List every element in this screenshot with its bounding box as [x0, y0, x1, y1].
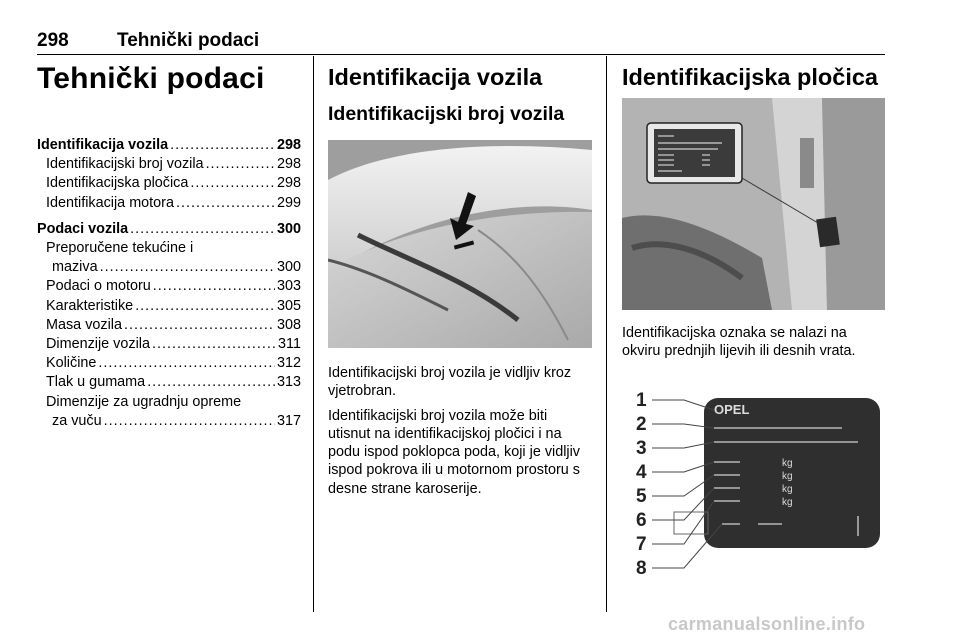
windshield-vin-photo: [328, 140, 592, 348]
toc-entry-line1[interactable]: Dimenzije za ugradnju opreme: [46, 393, 242, 410]
callout-number: 2: [636, 414, 647, 435]
callout-number: 1: [636, 390, 647, 411]
watermark: carmanualsonline.info: [668, 614, 866, 634]
section-title: Identifikacija vozila: [328, 64, 543, 90]
main-title: Tehnički podaci: [37, 62, 265, 95]
toc-entry[interactable]: Podaci o motoru ..... 303: [37, 277, 301, 296]
plate-brand: OPEL: [714, 402, 750, 417]
section-title: Identifikacijska pločica: [622, 64, 878, 90]
table-of-contents: [37, 136, 301, 431]
door-frame-photo: [622, 98, 885, 310]
toc-entry[interactable]: za vuču ..... 317: [37, 412, 301, 431]
toc-entry[interactable]: Količine ..... 312: [37, 354, 301, 373]
plate-unit: kg: [782, 458, 793, 469]
callout-number: 8: [636, 558, 647, 579]
toc-entry[interactable]: Masa vozila ..... 308: [37, 316, 301, 335]
vin-column: [328, 60, 592, 497]
toc-entry[interactable]: Podaci vozila ..... 300: [37, 220, 301, 239]
vin-paragraph-2: Identifikacijski broj vozila može biti utisnut na identifikacijskoj pločici i na podu ispod poklopca poda, koji je vidljiv ispod pokrova ili u motornom prostoru s desne strane karoserije.: [328, 407, 580, 497]
plate-unit: kg: [782, 497, 793, 508]
toc-entry[interactable]: Karakteristike ..... 305: [37, 297, 301, 316]
toc-entry[interactable]: Identifikacija motora ..... 299: [37, 194, 301, 213]
toc-entry[interactable]: Identifikacijski broj vozila ..... 298: [37, 155, 301, 174]
plate-unit: kg: [782, 471, 793, 482]
toc-entry[interactable]: Identifikacija vozila ..... 298: [37, 136, 301, 155]
toc-column: [37, 60, 301, 431]
toc-entry-line1[interactable]: Preporučene tekućine i: [46, 240, 194, 257]
toc-entry[interactable]: Identifikacijska pločica ..... 298: [37, 174, 301, 193]
page-header: [37, 26, 885, 55]
callout-number: 7: [636, 534, 647, 555]
callout-number: 6: [636, 510, 647, 531]
vin-paragraph-1: Identifikacijski broj vozila je vidljiv kroz vjetrobran.: [328, 365, 572, 400]
plate-unit: kg: [782, 484, 793, 495]
toc-entry[interactable]: Dimenzije vozila ..... 311: [37, 335, 301, 354]
plate-paragraph: Identifikacijska oznaka se nalazi na okviru prednjih lijevih ili desnih vrata.: [622, 325, 856, 360]
column-divider: [606, 56, 607, 612]
page-number: 298: [37, 30, 69, 51]
identification-plate-diagram: [622, 376, 885, 581]
toc-entry[interactable]: maziva ..... 300: [37, 258, 301, 277]
plate-column: [622, 60, 886, 579]
callout-number: 4: [636, 462, 647, 483]
toc-entry[interactable]: Tlak u gumama ..... 313: [37, 373, 301, 392]
callout-number: 3: [636, 438, 647, 459]
column-divider: [313, 56, 314, 612]
chapter-title: Tehnički podaci: [117, 30, 260, 51]
section-subtitle: Identifikacijski broj vozila: [328, 103, 565, 125]
callout-number: 5: [636, 486, 647, 507]
